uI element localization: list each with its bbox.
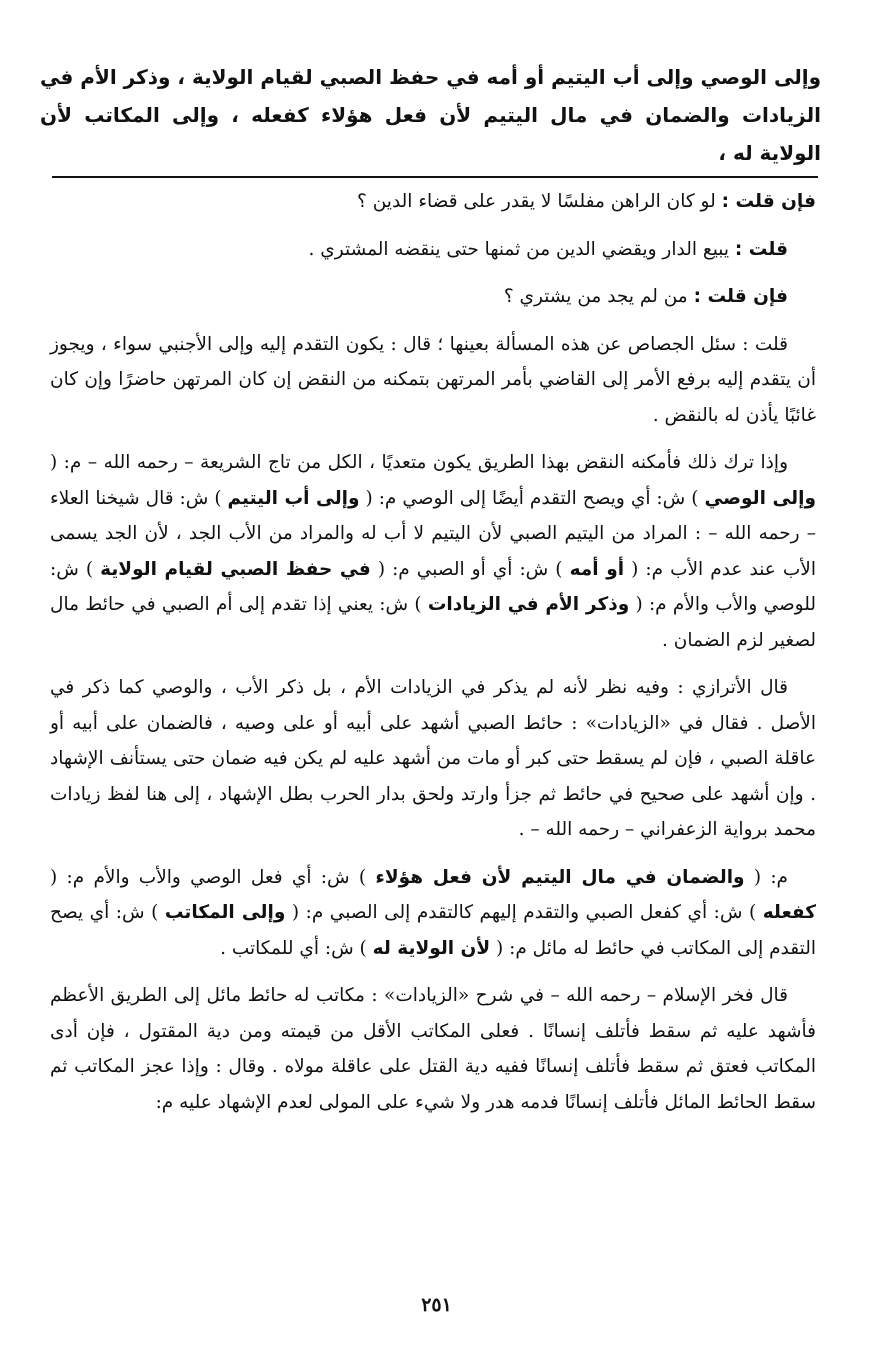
quote: وإلى أب اليتيم (227, 487, 360, 509)
label: فإن قلت : (721, 191, 816, 212)
separator-line (52, 176, 818, 178)
commentary (50, 184, 816, 1120)
text: ) ش: يعني إذا تقدم إلى أم الصبي في حائط مال لصغير لزم الضمان . (50, 594, 816, 651)
text: ) ش: للوصي والأب والأم م: ( (50, 558, 816, 615)
quote: وذكر الأم في الزيادات (427, 594, 630, 615)
paragraph (50, 445, 816, 658)
quote: في حفظ الصبي لقيام الولاية (100, 558, 371, 580)
text: من لم يجد من يشتري ؟ (503, 286, 688, 307)
quote: كفعله (762, 902, 816, 923)
text: ) ش: أي للمكاتب . (220, 937, 367, 959)
paragraph (50, 279, 816, 315)
label: فإن قلت : (693, 286, 788, 307)
quote: والضمان في مال اليتيم لأن فعل هؤلاء (375, 866, 745, 888)
paragraph (50, 232, 816, 268)
quote: وإلى الوصي (704, 487, 816, 509)
text: ) ش: قال شيخنا العلاء – رحمه الله – : المراد من اليتيم الصبي لأن اليتيم لا أب له والمراد من الأب الجد ، لأن الجد يسمى الأب عند عدم الأب م: ( (50, 487, 816, 580)
paragraph: قال فخر الإسلام – رحمه الله – في شرح «الزيادات» : مكاتب له حائط مائل إلى الطريق الأعظم فأشهد عليه ثم سقط فأتلف إنسانًا . فعلى المكاتب الأقل من قيمته ومن دية المقتول ، فإن أدى المكاتب فعتق ثم سقط فأتلف إنسانًا ففيه دية القتل على عاقلة مولاه . وقال : وإذا عجز المكاتب ثم سقط الحائط المائل فأتلف إنسانًا فدمه هدر ولا شيء على المولى لعدم الإشهاد عليه م: (50, 985, 816, 1113)
text: ) ش: أي يصح التقدم إلى المكاتب في حائط له مائل م: ( (50, 902, 816, 959)
quote: لأن الولاية له (372, 937, 491, 959)
text: ) ش: أي أو الصبي م: ( (377, 558, 563, 580)
main-text: وإلى الوصي وإلى أب اليتيم أو أمه في حفظ الصبي لقيام الولاية ، وذكر الأم في الزيادات والضمان في مال اليتيم لأن فعل هؤلاء كفعله ، وإلى المكاتب لأن الولاية له ، (40, 65, 821, 165)
text: وإذا ترك ذلك فأمكنه النقض بهذا الطريق يكون متعديًا ، الكل من تاج الشريعة – رحمه الله – م: ( (50, 452, 788, 473)
text: ) ش: أي فعل الوصي والأب والأم م: ( (50, 866, 367, 888)
text: ) ش: أي كفعل الصبي والتقدم إليهم كالتقدم إلى الصبي م: ( (291, 902, 757, 923)
quote: أو أمه (569, 558, 625, 580)
text: ) ش: أي ويصح التقدم أيضًا إلى الوصي م: ( (365, 487, 699, 509)
paragraph: قلت : سئل الجصاص عن هذه المسألة بعينها ؛ قال : يكون التقدم إليه وإلى الأجنبي سواء ، ويجوز أن يتقدم إليه برفع الأمر إلى القاضي بأمر المرتهن بتمكنه من النقض إن كان المرتهن حاضرًا وإن كان غائبًا يأذن له بالنقض . (50, 333, 816, 426)
text: م: ( (753, 866, 789, 888)
paragraph (50, 860, 816, 967)
text: لو كان الراهن مفلسًا لا يقدر على قضاء الدين ؟ (357, 191, 716, 212)
page-number: ٢٥١ (421, 1294, 452, 1316)
paragraph: قال الأترازي : وفيه نظر لأنه لم يذكر في الزيادات الأم ، بل ذكر الأب ، والوصي كما ذكر في الأصل . فقال في «الزيادات» : حائط الصبي أشهد على أبيه أو على وصيه ، فالضمان على أبيه أو عاقلة الصبي ، فإن لم يسقط حتى كبر أو مات من أشهد عليه لم يكن فيه ضمان حتى يستأنف الإشهاد . وإن أشهد على صحيح في حائط ثم جزأ وارتد ولحق بدار الحرب بطل الإشهاد ، إلى هنا لفظ زيادات محمد برواية الزعفراني – رحمه الله – . (50, 677, 816, 840)
label: قلت : (734, 238, 788, 260)
text: يبيع الدار ويقضي الدين من ثمنها حتى ينقضه المشتري . (308, 238, 730, 260)
quote: وإلى المكاتب (164, 902, 286, 923)
paragraph (50, 184, 816, 220)
